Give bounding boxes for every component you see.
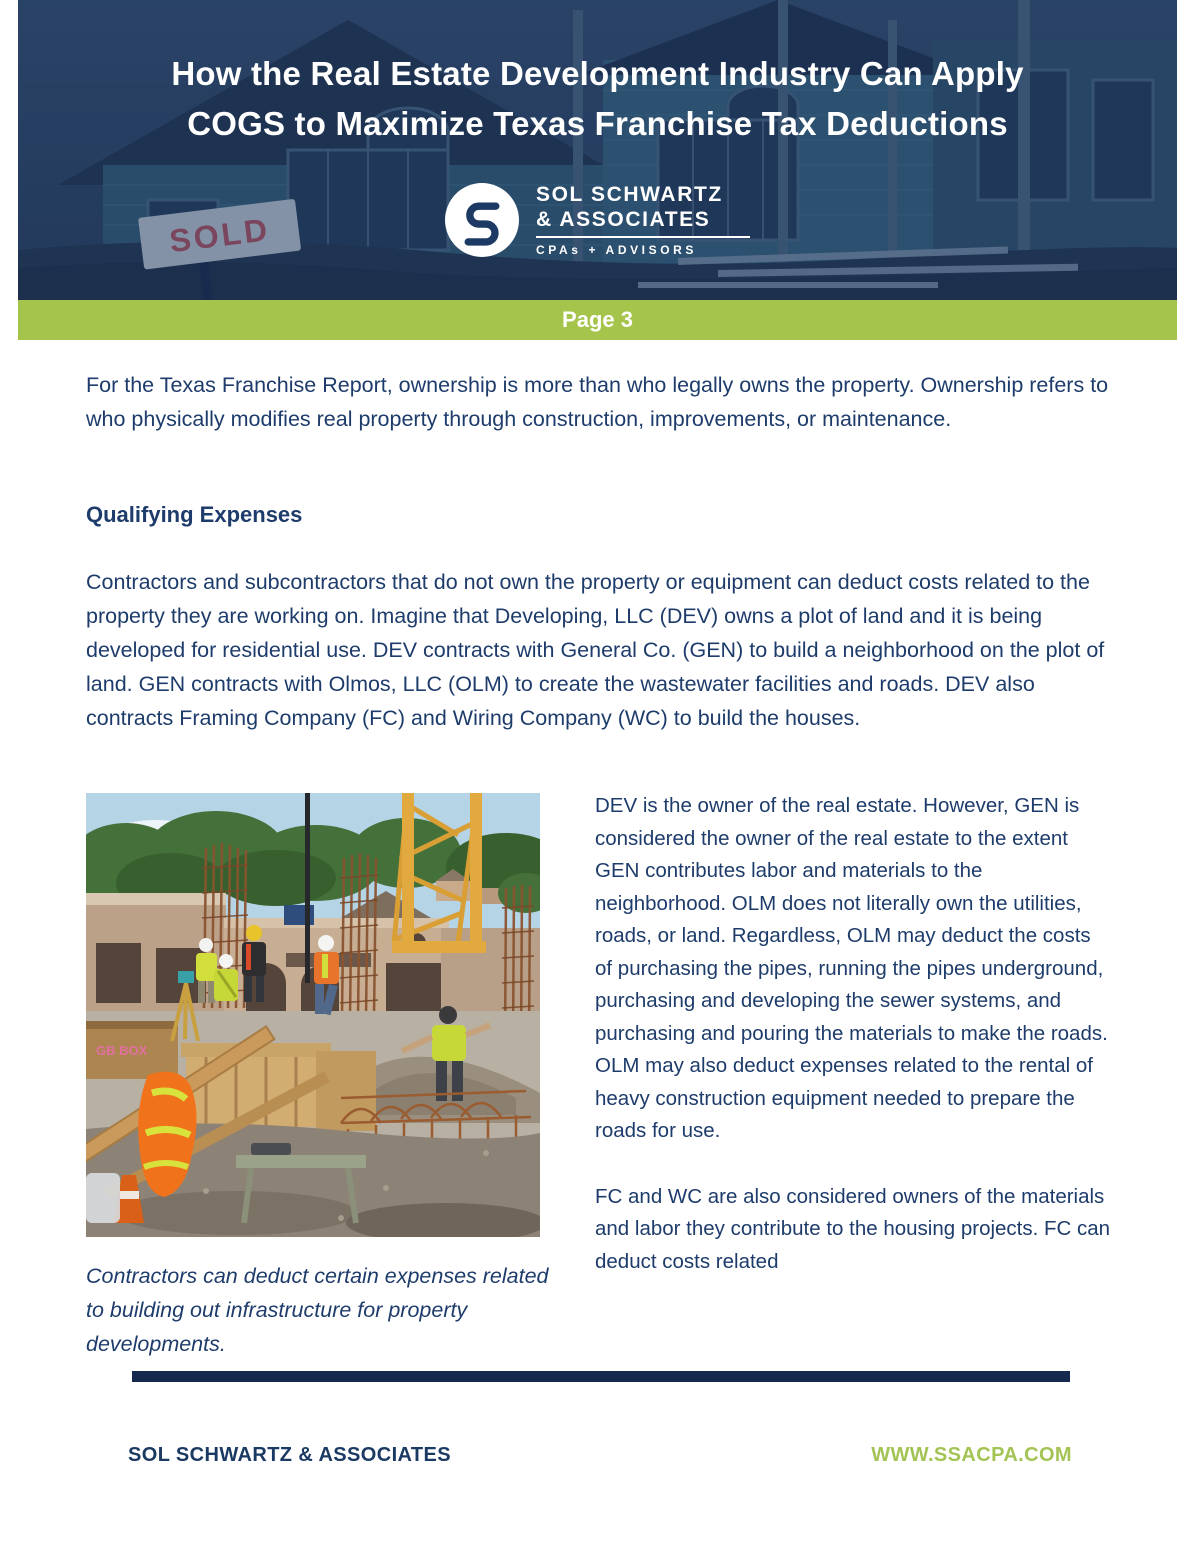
- svg-text:SOLD: SOLD: [167, 211, 272, 260]
- fc-wc-paragraph: FC and WC are also considered owners of the materials and labor they contribute to the housing projects. FC can deduct costs related: [595, 1184, 1111, 1273]
- intro-paragraph: For the Texas Franchise Report, ownership is more than who legally owns the property. Ownership refers to who physically modifies real property through construction, improvements, or maintenance.: [86, 373, 1109, 431]
- footer-company-name: SOL SCHWARTZ & ASSOCIATES: [128, 1444, 451, 1466]
- photo-caption: Contractors can deduct certain expenses related to building out infrastructure for property developments.: [86, 1264, 549, 1356]
- company-logo: [18, 182, 1177, 260]
- footer-divider-bar: [132, 1371, 1070, 1382]
- page-number-bar: [18, 300, 1177, 340]
- logo-name-line2: & ASSOCIATES: [536, 208, 711, 231]
- logo-divider: [536, 236, 750, 238]
- qualifying-expenses-paragraph: Contractors and subcontractors that do not own the property or equipment can deduct costs related to the property they are working on. Imagine that Developing, LLC (DEV) owns a plot of land and it is being developed for residential use. DEV contracts with General Co. (GEN) to build a neighborhood on the plot of land. GEN contracts with Olmos, LLC (OLM) to create the wastewater facilities and roads. DEV also contracts Framing Company (FC) and Wiring Company (WC) to build the houses.: [86, 570, 1105, 730]
- section-heading-qualifying-expenses: Qualifying Expenses: [86, 502, 303, 527]
- logo-monogram-icon: [445, 183, 519, 257]
- logo-text-block: [536, 182, 750, 257]
- page-title-line2: COGS to Maximize Texas Franchise Tax Deductions: [187, 105, 1008, 142]
- page-title: [18, 49, 1177, 149]
- header-banner: [18, 0, 1177, 300]
- logo-tagline: CPAs + ADVISORS: [536, 243, 698, 257]
- logo-name-line1: SOL SCHWARTZ: [536, 183, 723, 206]
- ownership-paragraph: DEV is the owner of the real estate. However, GEN is considered the owner of the real estate to the extent GEN contributes labor and materials to the neighborhood. OLM does not literally own the utilities, roads, or land. Regardless, OLM may deduct the costs of purchasing the pipes, running the pipes underground, purchasing and developing the sewer systems, and purchasing and pouring the materials to make the roads. OLM may also deduct expenses related to the rental of heavy construction equipment needed to prepare the roads for use.: [595, 794, 1108, 1142]
- right-text-column: [595, 790, 1113, 1278]
- photo-graffiti-text: GB BOX: [96, 1043, 148, 1058]
- page-title-line1: How the Real Estate Development Industry Can Apply: [171, 55, 1024, 92]
- construction-site-photo: [86, 793, 540, 1237]
- page-number-label: Page 3: [562, 307, 633, 332]
- footer-website-link[interactable]: WWW.SSACPA.COM: [871, 1444, 1072, 1466]
